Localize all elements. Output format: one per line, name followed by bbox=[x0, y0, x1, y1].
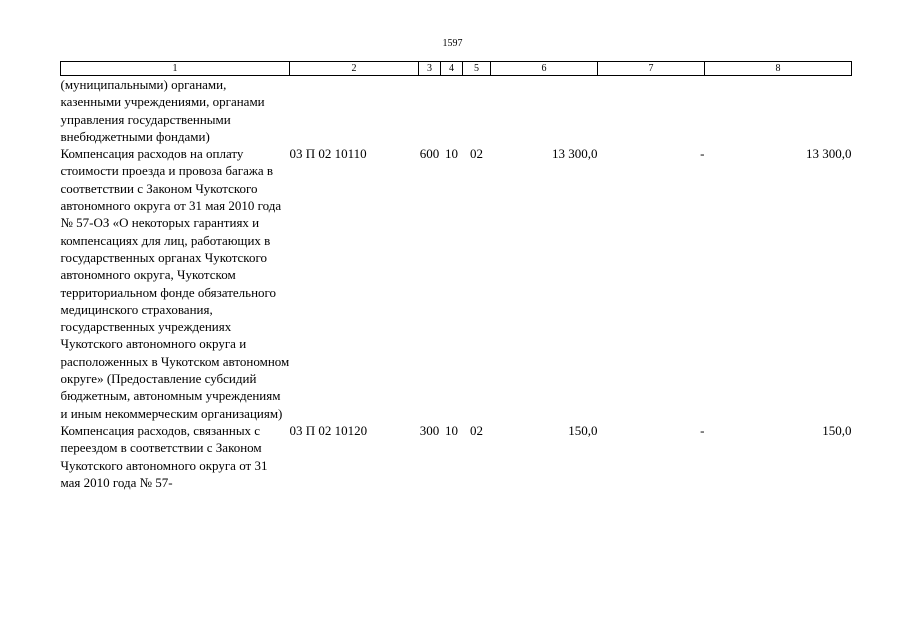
row-col8: 13 300,0 bbox=[806, 146, 852, 162]
row-code: 03 П 02 10110 bbox=[289, 146, 367, 162]
budget-table bbox=[60, 61, 852, 491]
row-pr bbox=[463, 76, 491, 146]
row-col8 bbox=[705, 76, 852, 146]
column-header: 8 bbox=[705, 62, 852, 76]
row-col7 bbox=[598, 76, 705, 146]
row-vr: 300 bbox=[419, 422, 440, 438]
row-code: 03 П 02 10120 bbox=[289, 422, 368, 438]
row-vr: 600 bbox=[419, 146, 440, 162]
column-header: 4 bbox=[441, 62, 463, 76]
column-header: 6 bbox=[491, 62, 598, 76]
row-rz: 10 bbox=[445, 422, 458, 438]
row-pr: 02 bbox=[470, 422, 483, 438]
row-rz: 10 bbox=[445, 146, 458, 162]
page-number: 1597 bbox=[442, 38, 463, 49]
row-pr: 02 bbox=[470, 146, 483, 162]
row-col7: - bbox=[700, 146, 705, 162]
column-header: 3 bbox=[419, 62, 441, 76]
row-rz bbox=[441, 76, 463, 146]
column-header: 2 bbox=[290, 62, 419, 76]
table-row bbox=[61, 76, 852, 146]
row-col6: 150,0 bbox=[568, 422, 598, 438]
table-row bbox=[61, 422, 852, 491]
row-name: Компенсация расходов, связанных с переездом в соответствии с Законом Чукотского автономного округа от 31 мая 2010 года № 57- bbox=[60, 422, 268, 490]
row-vr bbox=[419, 76, 441, 146]
row-col8: 150,0 bbox=[822, 422, 852, 438]
row-col6 bbox=[491, 76, 598, 146]
row-code bbox=[290, 76, 419, 146]
row-name: (муниципальными) органами, казенными учреждениями, органами управления государственными внебюджетными фондами) bbox=[60, 77, 265, 144]
row-name: Компенсация расходов на оплату стоимости проезда и провоза багажа в соответствии с Законом Чукотского автономного округа от 31 мая 2010 года № 57-ОЗ «О некоторых гарантиях и компенсациях для лиц, работающих в государственных органах Чукотского автономного округа, Чукотском территориальном фонде обязательного медицинского страхования, государственных учреждениях Чукотского автономного округа и расположенных в Чукотском автономном округе» (Предоставление субсидий бюджетным, автономным учреждениям и иным некоммерческим организациям) bbox=[60, 146, 290, 421]
row-col6: 13 300,0 bbox=[552, 146, 598, 162]
table-row bbox=[61, 145, 852, 422]
column-header: 1 bbox=[61, 62, 290, 76]
row-col7: - bbox=[700, 422, 705, 438]
header-row bbox=[61, 62, 852, 76]
column-header: 5 bbox=[463, 62, 491, 76]
column-header: 7 bbox=[598, 62, 705, 76]
